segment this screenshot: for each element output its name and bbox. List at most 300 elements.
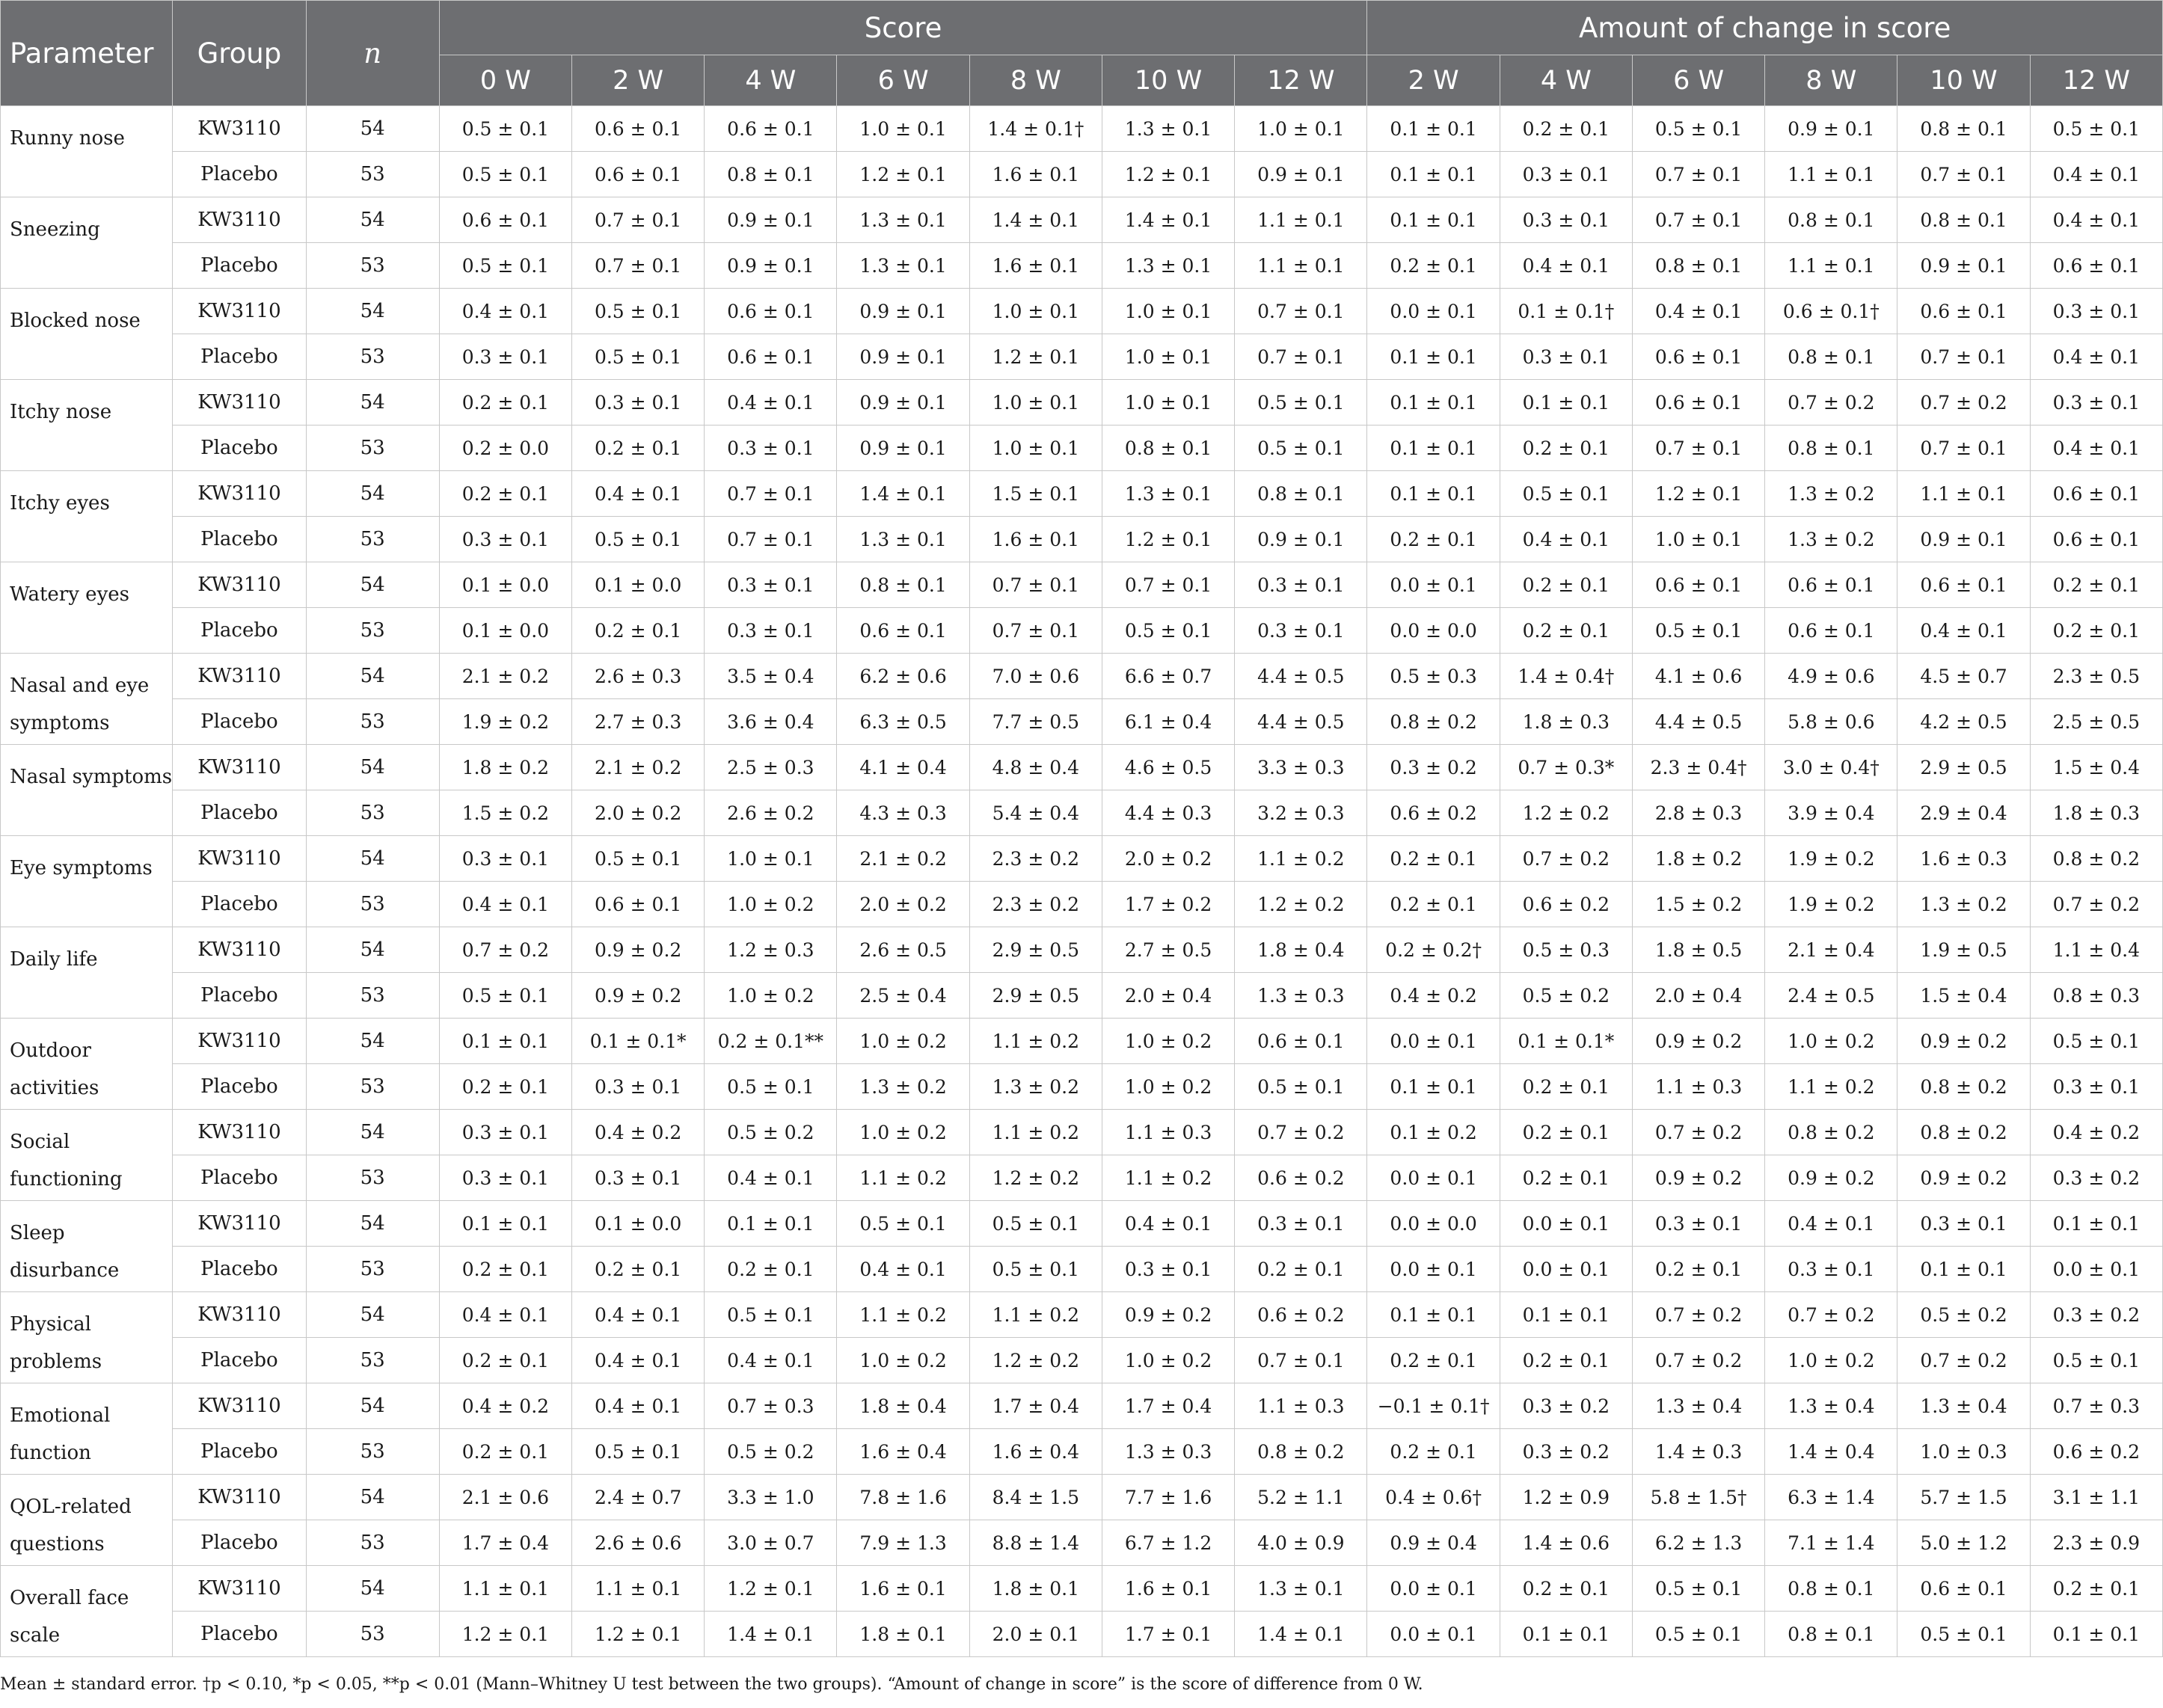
score-cell: 1.7 ± 0.4 <box>439 1520 571 1566</box>
change-cell: 0.1 ± 0.1 <box>1367 1292 1500 1338</box>
score-cell: 1.1 ± 0.3 <box>1102 1110 1234 1155</box>
score-cell: 8.4 ± 1.5 <box>969 1475 1102 1520</box>
score-cell: 0.6 ± 0.2 <box>1235 1155 1367 1201</box>
score-cell: 0.1 ± 0.0 <box>439 608 571 654</box>
change-cell: 1.1 ± 0.1 <box>1765 152 1897 197</box>
change-cell: 0.6 ± 0.1 <box>2030 517 2162 562</box>
change-cell: 0.6 ± 0.1 <box>2030 243 2162 289</box>
score-cell: 0.1 ± 0.1* <box>572 1019 705 1064</box>
score-cell: 0.9 ± 0.1 <box>837 380 969 426</box>
score-cell: 1.1 ± 0.1 <box>1235 197 1367 243</box>
change-cell: 1.2 ± 0.1 <box>1632 471 1764 517</box>
score-cell: 1.2 ± 0.1 <box>1102 152 1234 197</box>
header-score-week: 4 W <box>705 55 837 106</box>
table-row <box>1 699 2163 745</box>
score-cell: 1.0 ± 0.2 <box>705 882 837 927</box>
score-cell: 0.3 ± 0.1 <box>439 517 571 562</box>
score-cell: 1.4 ± 0.1† <box>969 106 1102 152</box>
score-cell: 1.2 ± 0.1 <box>439 1612 571 1657</box>
score-cell: 2.9 ± 0.5 <box>969 927 1102 973</box>
group-cell: Placebo <box>173 790 306 836</box>
change-cell: 2.0 ± 0.4 <box>1632 973 1764 1019</box>
change-cell: 0.5 ± 0.2 <box>1500 973 1632 1019</box>
change-cell: 1.1 ± 0.4 <box>2030 927 2162 973</box>
group-cell: Placebo <box>173 882 306 927</box>
change-cell: 0.1 ± 0.1 <box>1500 1292 1632 1338</box>
change-cell: 0.7 ± 0.3 <box>2030 1383 2162 1429</box>
parameter-cell: Overall face scale <box>1 1566 173 1657</box>
group-cell: KW3110 <box>173 836 306 882</box>
change-cell: 0.2 ± 0.1 <box>1367 882 1500 927</box>
score-cell: 1.0 ± 0.2 <box>1102 1019 1234 1064</box>
change-cell: 1.0 ± 0.2 <box>1765 1019 1897 1064</box>
score-cell: 0.3 ± 0.1 <box>1235 562 1367 608</box>
change-cell: 0.5 ± 0.1 <box>1897 1612 2030 1657</box>
change-cell: 0.4 ± 0.1 <box>1765 1201 1897 1247</box>
score-cell: 2.0 ± 0.2 <box>572 790 705 836</box>
header-change-week: 2 W <box>1367 55 1500 106</box>
n-cell: 53 <box>306 334 439 380</box>
change-cell: 0.7 ± 0.2 <box>1632 1338 1764 1383</box>
change-cell: 6.2 ± 1.3 <box>1632 1520 1764 1566</box>
change-cell: 1.9 ± 0.2 <box>1765 882 1897 927</box>
score-cell: 2.9 ± 0.5 <box>969 973 1102 1019</box>
score-cell: 0.9 ± 0.2 <box>1102 1292 1234 1338</box>
change-cell: 2.8 ± 0.3 <box>1632 790 1764 836</box>
score-cell: 0.5 ± 0.1 <box>572 289 705 334</box>
table-row <box>1 1566 2163 1612</box>
change-cell: 1.1 ± 0.1 <box>1765 243 1897 289</box>
change-cell: 0.1 ± 0.1 <box>1367 106 1500 152</box>
change-cell: 4.9 ± 0.6 <box>1765 654 1897 699</box>
score-cell: 1.4 ± 0.1 <box>1102 197 1234 243</box>
n-cell: 53 <box>306 517 439 562</box>
n-cell: 54 <box>306 471 439 517</box>
score-cell: 6.6 ± 0.7 <box>1102 654 1234 699</box>
change-cell: 0.2 ± 0.1 <box>1367 1338 1500 1383</box>
score-cell: 0.9 ± 0.1 <box>837 289 969 334</box>
table-row <box>1 562 2163 608</box>
score-cell: 1.1 ± 0.2 <box>969 1110 1102 1155</box>
header-parameter: Parameter <box>1 1 173 106</box>
score-cell: 0.5 ± 0.1 <box>439 243 571 289</box>
score-cell: 2.1 ± 0.6 <box>439 1475 571 1520</box>
score-cell: 1.4 ± 0.1 <box>837 471 969 517</box>
score-cell: 0.3 ± 0.1 <box>439 836 571 882</box>
score-cell: 3.5 ± 0.4 <box>705 654 837 699</box>
parameter-cell: Runny nose <box>1 106 173 197</box>
change-cell: 1.6 ± 0.3 <box>1897 836 2030 882</box>
score-cell: 1.6 ± 0.1 <box>969 152 1102 197</box>
change-cell: 2.4 ± 0.5 <box>1765 973 1897 1019</box>
score-cell: 1.0 ± 0.2 <box>1102 1338 1234 1383</box>
parameter-cell: Watery eyes <box>1 562 173 654</box>
change-cell: 0.0 ± 0.0 <box>1367 608 1500 654</box>
change-cell: 0.1 ± 0.1 <box>2030 1201 2162 1247</box>
change-cell: 0.6 ± 0.2 <box>1500 882 1632 927</box>
change-cell: 0.9 ± 0.4 <box>1367 1520 1500 1566</box>
score-cell: 7.0 ± 0.6 <box>969 654 1102 699</box>
header-score-week: 2 W <box>572 55 705 106</box>
change-cell: 0.3 ± 0.2 <box>1500 1429 1632 1475</box>
change-cell: 0.4 ± 0.1 <box>2030 197 2162 243</box>
score-cell: 2.6 ± 0.6 <box>572 1520 705 1566</box>
score-cell: 7.8 ± 1.6 <box>837 1475 969 1520</box>
parameter-cell: Blocked nose <box>1 289 173 380</box>
score-cell: 0.4 ± 0.1 <box>572 471 705 517</box>
change-cell: 0.7 ± 0.3* <box>1500 745 1632 790</box>
header-score-week: 8 W <box>969 55 1102 106</box>
group-cell: KW3110 <box>173 380 306 426</box>
score-cell: 1.0 ± 0.1 <box>969 289 1102 334</box>
score-cell: 0.2 ± 0.0 <box>439 426 571 471</box>
score-cell: 1.6 ± 0.1 <box>969 517 1102 562</box>
parameter-cell: Outdoor activities <box>1 1019 173 1110</box>
parameter-cell: Nasal and eye symptoms <box>1 654 173 745</box>
score-cell: 0.4 ± 0.1 <box>705 1155 837 1201</box>
table-row <box>1 517 2163 562</box>
n-cell: 54 <box>306 289 439 334</box>
score-cell: 0.3 ± 0.1 <box>439 334 571 380</box>
n-cell: 54 <box>306 745 439 790</box>
change-cell: 0.7 ± 0.1 <box>1897 334 2030 380</box>
change-cell: 0.1 ± 0.1 <box>1367 471 1500 517</box>
score-cell: 0.3 ± 0.1 <box>572 380 705 426</box>
change-cell: 0.6 ± 0.1 <box>1897 1566 2030 1612</box>
n-cell: 53 <box>306 1064 439 1110</box>
parameter-cell: Eye symptoms <box>1 836 173 927</box>
score-cell: 4.8 ± 0.4 <box>969 745 1102 790</box>
change-cell: 1.5 ± 0.2 <box>1632 882 1764 927</box>
change-cell: 0.0 ± 0.0 <box>1367 1201 1500 1247</box>
score-cell: 0.8 ± 0.2 <box>1235 1429 1367 1475</box>
change-cell: 2.3 ± 0.4† <box>1632 745 1764 790</box>
change-cell: 0.6 ± 0.1 <box>1897 289 2030 334</box>
score-cell: 1.0 ± 0.2 <box>837 1110 969 1155</box>
group-cell: KW3110 <box>173 471 306 517</box>
group-cell: KW3110 <box>173 927 306 973</box>
score-cell: 0.7 ± 0.2 <box>439 927 571 973</box>
score-cell: 0.2 ± 0.1 <box>572 426 705 471</box>
score-cell: 0.4 ± 0.1 <box>572 1383 705 1429</box>
header-change-week: 12 W <box>2030 55 2162 106</box>
score-cell: 1.3 ± 0.2 <box>837 1064 969 1110</box>
n-cell: 53 <box>306 1247 439 1292</box>
change-cell: 0.2 ± 0.1 <box>1632 1247 1764 1292</box>
n-cell: 54 <box>306 1566 439 1612</box>
table-row <box>1 882 2163 927</box>
change-cell: 5.8 ± 0.6 <box>1765 699 1897 745</box>
table-row <box>1 1019 2163 1064</box>
change-cell: 1.8 ± 0.5 <box>1632 927 1764 973</box>
group-cell: KW3110 <box>173 562 306 608</box>
score-cell: 0.9 ± 0.1 <box>705 197 837 243</box>
score-cell: 1.8 ± 0.1 <box>837 1612 969 1657</box>
score-cell: 0.3 ± 0.1 <box>572 1155 705 1201</box>
change-cell: −0.1 ± 0.1† <box>1367 1383 1500 1429</box>
n-cell: 54 <box>306 197 439 243</box>
score-cell: 2.1 ± 0.2 <box>837 836 969 882</box>
change-cell: 1.2 ± 0.2 <box>1500 790 1632 836</box>
change-cell: 0.7 ± 0.2 <box>1897 1338 2030 1383</box>
change-cell: 3.9 ± 0.4 <box>1765 790 1897 836</box>
score-cell: 1.1 ± 0.2 <box>837 1292 969 1338</box>
score-cell: 3.6 ± 0.4 <box>705 699 837 745</box>
score-cell: 1.2 ± 0.1 <box>572 1612 705 1657</box>
change-cell: 0.9 ± 0.2 <box>1897 1155 2030 1201</box>
score-cell: 0.8 ± 0.1 <box>837 562 969 608</box>
score-cell: 1.5 ± 0.2 <box>439 790 571 836</box>
group-cell: Placebo <box>173 608 306 654</box>
change-cell: 0.5 ± 0.1 <box>2030 106 2162 152</box>
score-cell: 0.2 ± 0.1 <box>572 608 705 654</box>
change-cell: 0.7 ± 0.2 <box>1632 1110 1764 1155</box>
score-cell: 8.8 ± 1.4 <box>969 1520 1102 1566</box>
change-cell: 1.3 ± 0.4 <box>1632 1383 1764 1429</box>
change-cell: 0.8 ± 0.1 <box>1765 426 1897 471</box>
score-cell: 0.4 ± 0.1 <box>837 1247 969 1292</box>
change-cell: 0.8 ± 0.1 <box>1765 334 1897 380</box>
score-cell: 0.5 ± 0.2 <box>705 1429 837 1475</box>
score-cell: 0.1 ± 0.1 <box>439 1201 571 1247</box>
change-cell: 0.1 ± 0.1* <box>1500 1019 1632 1064</box>
change-cell: 0.1 ± 0.1 <box>1897 1247 2030 1292</box>
change-cell: 0.3 ± 0.1 <box>1500 197 1632 243</box>
header-score-week: 0 W <box>439 55 571 106</box>
header-change: Amount of change in score <box>1367 1 2163 55</box>
change-cell: 0.2 ± 0.1 <box>1367 836 1500 882</box>
score-cell: 0.4 ± 0.1 <box>1102 1201 1234 1247</box>
parameter-cell: QOL-related questions <box>1 1475 173 1566</box>
change-cell: 0.2 ± 0.1 <box>2030 1566 2162 1612</box>
change-cell: 0.0 ± 0.1 <box>1367 1155 1500 1201</box>
group-cell: Placebo <box>173 973 306 1019</box>
parameter-cell: Emotional function <box>1 1383 173 1475</box>
change-cell: 0.7 ± 0.1 <box>1897 152 2030 197</box>
group-cell: Placebo <box>173 1520 306 1566</box>
score-cell: 1.3 ± 0.1 <box>1102 471 1234 517</box>
change-cell: 0.7 ± 0.1 <box>1632 426 1764 471</box>
change-cell: 0.0 ± 0.1 <box>1367 1566 1500 1612</box>
score-cell: 0.7 ± 0.1 <box>1235 1338 1367 1383</box>
score-cell: 2.6 ± 0.2 <box>705 790 837 836</box>
score-cell: 0.5 ± 0.1 <box>1235 1064 1367 1110</box>
score-cell: 6.3 ± 0.5 <box>837 699 969 745</box>
change-cell: 0.3 ± 0.1 <box>1500 152 1632 197</box>
parameter-cell: Social functioning <box>1 1110 173 1201</box>
score-cell: 0.7 ± 0.1 <box>705 517 837 562</box>
score-cell: 0.5 ± 0.1 <box>572 836 705 882</box>
header-change-week: 4 W <box>1500 55 1632 106</box>
change-cell: 1.4 ± 0.3 <box>1632 1429 1764 1475</box>
table-row <box>1 152 2163 197</box>
group-cell: KW3110 <box>173 1110 306 1155</box>
score-cell: 3.2 ± 0.3 <box>1235 790 1367 836</box>
score-cell: 0.3 ± 0.1 <box>439 1155 571 1201</box>
change-cell: 0.8 ± 0.2 <box>1765 1110 1897 1155</box>
score-cell: 1.1 ± 0.2 <box>837 1155 969 1201</box>
score-cell: 4.4 ± 0.5 <box>1235 654 1367 699</box>
table-row <box>1 106 2163 152</box>
change-cell: 0.2 ± 0.1 <box>1500 426 1632 471</box>
score-cell: 0.7 ± 0.1 <box>1235 289 1367 334</box>
change-cell: 0.1 ± 0.1 <box>1500 1612 1632 1657</box>
change-cell: 1.4 ± 0.4† <box>1500 654 1632 699</box>
n-cell: 54 <box>306 380 439 426</box>
change-cell: 0.3 ± 0.1 <box>1632 1201 1764 1247</box>
score-cell: 0.5 ± 0.1 <box>1235 426 1367 471</box>
table-row <box>1 973 2163 1019</box>
score-cell: 0.4 ± 0.1 <box>439 882 571 927</box>
change-cell: 2.9 ± 0.4 <box>1897 790 2030 836</box>
change-cell: 0.4 ± 0.1 <box>1500 517 1632 562</box>
change-cell: 0.2 ± 0.1 <box>2030 562 2162 608</box>
score-cell: 0.5 ± 0.1 <box>1102 608 1234 654</box>
n-cell: 53 <box>306 1612 439 1657</box>
n-cell: 54 <box>306 927 439 973</box>
score-cell: 0.4 ± 0.1 <box>439 1292 571 1338</box>
change-cell: 1.0 ± 0.2 <box>1765 1338 1897 1383</box>
score-cell: 7.7 ± 1.6 <box>1102 1475 1234 1520</box>
score-cell: 0.5 ± 0.1 <box>969 1247 1102 1292</box>
score-cell: 1.1 ± 0.3 <box>1235 1383 1367 1429</box>
score-cell: 1.3 ± 0.1 <box>837 197 969 243</box>
score-cell: 1.2 ± 0.1 <box>969 334 1102 380</box>
score-cell: 1.8 ± 0.1 <box>969 1566 1102 1612</box>
change-cell: 0.6 ± 0.1 <box>2030 471 2162 517</box>
n-cell: 53 <box>306 152 439 197</box>
change-cell: 0.7 ± 0.2 <box>1897 380 2030 426</box>
group-cell: KW3110 <box>173 1201 306 1247</box>
score-cell: 0.2 ± 0.1 <box>1235 1247 1367 1292</box>
change-cell: 5.8 ± 1.5† <box>1632 1475 1764 1520</box>
score-cell: 4.6 ± 0.5 <box>1102 745 1234 790</box>
change-cell: 0.3 ± 0.2 <box>2030 1155 2162 1201</box>
change-cell: 0.1 ± 0.1 <box>1367 197 1500 243</box>
table-row <box>1 334 2163 380</box>
score-cell: 6.2 ± 0.6 <box>837 654 969 699</box>
score-cell: 3.3 ± 0.3 <box>1235 745 1367 790</box>
score-cell: 0.2 ± 0.1 <box>439 471 571 517</box>
score-cell: 2.6 ± 0.5 <box>837 927 969 973</box>
score-cell: 0.6 ± 0.1 <box>705 106 837 152</box>
score-cell: 0.1 ± 0.0 <box>439 562 571 608</box>
change-cell: 0.8 ± 0.1 <box>1897 106 2030 152</box>
group-cell: KW3110 <box>173 1383 306 1429</box>
group-cell: KW3110 <box>173 1019 306 1064</box>
change-cell: 0.1 ± 0.1 <box>1367 380 1500 426</box>
change-cell: 5.0 ± 1.2 <box>1897 1520 2030 1566</box>
change-cell: 0.8 ± 0.1 <box>1765 197 1897 243</box>
change-cell: 1.9 ± 0.2 <box>1765 836 1897 882</box>
table-row <box>1 1429 2163 1475</box>
change-cell: 2.3 ± 0.9 <box>2030 1520 2162 1566</box>
n-cell: 53 <box>306 1155 439 1201</box>
n-cell: 54 <box>306 1292 439 1338</box>
group-cell: Placebo <box>173 517 306 562</box>
score-cell: 1.9 ± 0.2 <box>439 699 571 745</box>
group-cell: Placebo <box>173 1429 306 1475</box>
change-cell: 0.6 ± 0.1 <box>1897 562 2030 608</box>
score-cell: 1.3 ± 0.1 <box>1102 243 1234 289</box>
parameter-cell: Daily life <box>1 927 173 1019</box>
table-row <box>1 243 2163 289</box>
change-cell: 0.6 ± 0.1 <box>1632 334 1764 380</box>
score-cell: 0.6 ± 0.1 <box>705 334 837 380</box>
score-cell: 0.5 ± 0.1 <box>572 1429 705 1475</box>
score-cell: 1.0 ± 0.1 <box>1102 380 1234 426</box>
change-cell: 0.8 ± 0.1 <box>1765 1566 1897 1612</box>
score-cell: 1.7 ± 0.4 <box>1102 1383 1234 1429</box>
score-cell: 0.3 ± 0.1 <box>572 1064 705 1110</box>
header-n: n <box>306 1 439 106</box>
change-cell: 0.0 ± 0.1 <box>1367 1612 1500 1657</box>
change-cell: 1.4 ± 0.4 <box>1765 1429 1897 1475</box>
change-cell: 0.9 ± 0.1 <box>1897 517 2030 562</box>
score-cell: 0.9 ± 0.1 <box>1235 517 1367 562</box>
score-cell: 1.1 ± 0.2 <box>1235 836 1367 882</box>
table-row <box>1 1110 2163 1155</box>
score-cell: 0.5 ± 0.1 <box>837 1201 969 1247</box>
score-cell: 4.3 ± 0.3 <box>837 790 969 836</box>
change-cell: 0.4 ± 0.1 <box>2030 152 2162 197</box>
change-cell: 0.2 ± 0.1 <box>1500 1064 1632 1110</box>
table-row <box>1 745 2163 790</box>
score-cell: 0.1 ± 0.0 <box>572 1201 705 1247</box>
change-cell: 0.5 ± 0.3 <box>1500 927 1632 973</box>
score-cell: 0.8 ± 0.1 <box>1102 426 1234 471</box>
score-cell: 0.5 ± 0.1 <box>1235 380 1367 426</box>
change-cell: 0.5 ± 0.3 <box>1367 654 1500 699</box>
score-cell: 1.2 ± 0.1 <box>837 152 969 197</box>
n-cell: 54 <box>306 1383 439 1429</box>
change-cell: 2.5 ± 0.5 <box>2030 699 2162 745</box>
score-cell: 0.2 ± 0.1 <box>439 1429 571 1475</box>
score-cell: 0.5 ± 0.1 <box>969 1201 1102 1247</box>
change-cell: 0.1 ± 0.1 <box>1367 1064 1500 1110</box>
group-cell: KW3110 <box>173 106 306 152</box>
score-cell: 1.8 ± 0.4 <box>837 1383 969 1429</box>
change-cell: 3.0 ± 0.4† <box>1765 745 1897 790</box>
n-cell: 53 <box>306 608 439 654</box>
header-change-week: 10 W <box>1897 55 2030 106</box>
change-cell: 1.5 ± 0.4 <box>2030 745 2162 790</box>
score-cell: 0.6 ± 0.1 <box>572 106 705 152</box>
score-cell: 0.7 ± 0.3 <box>705 1383 837 1429</box>
score-cell: 1.0 ± 0.1 <box>1102 289 1234 334</box>
score-cell: 0.7 ± 0.1 <box>705 471 837 517</box>
score-cell: 0.1 ± 0.1 <box>705 1201 837 1247</box>
score-cell: 0.8 ± 0.1 <box>705 152 837 197</box>
change-cell: 0.9 ± 0.2 <box>1765 1155 1897 1201</box>
change-cell: 0.2 ± 0.1 <box>1500 1155 1632 1201</box>
table-row <box>1 790 2163 836</box>
change-cell: 0.7 ± 0.2 <box>1765 1292 1897 1338</box>
score-cell: 0.9 ± 0.1 <box>1235 152 1367 197</box>
group-cell: KW3110 <box>173 654 306 699</box>
n-cell: 54 <box>306 1201 439 1247</box>
n-cell: 53 <box>306 426 439 471</box>
score-cell: 7.9 ± 1.3 <box>837 1520 969 1566</box>
score-cell: 0.7 ± 0.1 <box>969 608 1102 654</box>
score-cell: 5.4 ± 0.4 <box>969 790 1102 836</box>
change-cell: 0.6 ± 0.2 <box>2030 1429 2162 1475</box>
change-cell: 1.5 ± 0.4 <box>1897 973 2030 1019</box>
score-cell: 1.5 ± 0.1 <box>969 471 1102 517</box>
change-cell: 0.0 ± 0.1 <box>1500 1247 1632 1292</box>
change-cell: 0.1 ± 0.1 <box>1367 334 1500 380</box>
table-row <box>1 1520 2163 1566</box>
